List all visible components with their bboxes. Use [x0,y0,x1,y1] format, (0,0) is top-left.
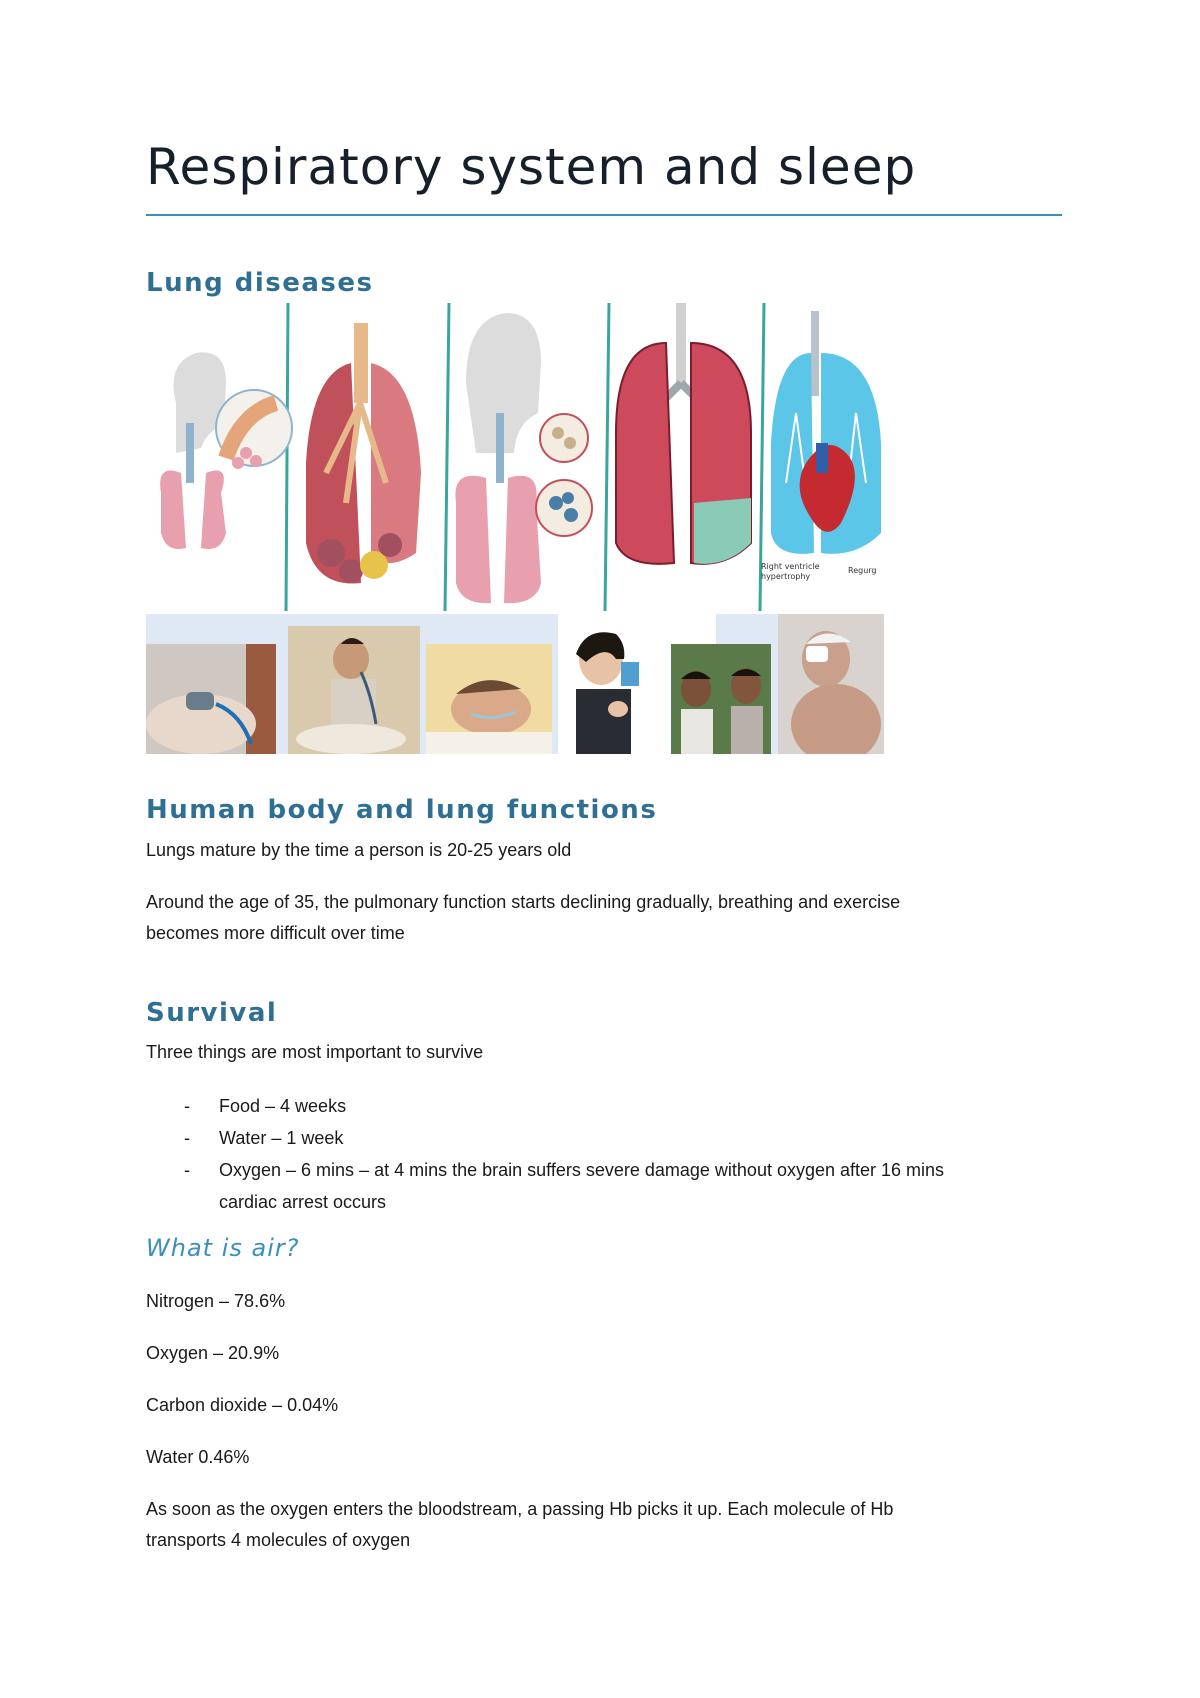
elderly-man-photo [778,614,884,754]
list-item-text: cardiac arrest occurs [219,1192,387,1212]
lung-diagram-strip [146,303,884,611]
lungs-mature-text: Lungs mature by the time a person is 20-25 years old [146,840,572,860]
patient-photo-strip [146,614,884,754]
heading-human-body: Human body and lung functions [146,795,658,825]
patient-photos [146,614,884,754]
list-item [146,1154,1046,1186]
hemoglobin-line-2: transports 4 molecules of oxygen [146,1530,411,1550]
two-people-photo [671,644,771,754]
heading-survival: Survival [146,998,278,1028]
pulmonary-decline-line-1: Around the age of 35, the pulmonary function starts declining gradually, breathing and exercise [146,892,901,912]
list-item [146,1090,1046,1122]
child-nebulizer-photo [288,626,420,754]
document-title: Respiratory system and sleep [146,138,917,196]
sleeping-cannula-photo [426,644,552,754]
list-dash: - [184,1096,190,1116]
survival-intro: Three things are most important to survive [146,1042,484,1062]
lung-disease-diagrams [146,303,884,611]
survival-list [146,1090,1046,1218]
list-item-text: Food – 4 weeks [219,1096,347,1116]
cpap-patient-photo [146,644,276,754]
air-water: Water 0.46% [146,1447,250,1467]
hemoglobin-line-1: As soon as the oxygen enters the bloodstream, a passing Hb picks it up. Each molecule of Hb [146,1499,894,1519]
list-item [146,1122,1046,1154]
heading-what-is-air: What is air? [146,1234,300,1262]
diagram-caption-2: hypertrophy [761,572,811,581]
diagram-caption-3: Regurg [848,566,877,575]
air-oxygen: Oxygen – 20.9% [146,1343,280,1363]
list-item-text: Water – 1 week [219,1128,344,1148]
air-carbon-dioxide: Carbon dioxide – 0.04% [146,1395,339,1415]
list-dash: - [184,1160,190,1180]
list-dash: - [184,1128,190,1148]
title-underline [146,214,1062,216]
heading-lung-diseases: Lung diseases [146,268,374,298]
list-item-text: Oxygen – 6 mins – at 4 mins the brain suffers severe damage without oxygen after 16 mins [219,1160,945,1180]
air-nitrogen: Nitrogen – 78.6% [146,1291,286,1311]
pulmonary-decline-line-2: becomes more difficult over time [146,923,405,943]
diagram-caption-1: Right ventricle [761,562,820,571]
list-item-continuation [146,1186,1046,1218]
